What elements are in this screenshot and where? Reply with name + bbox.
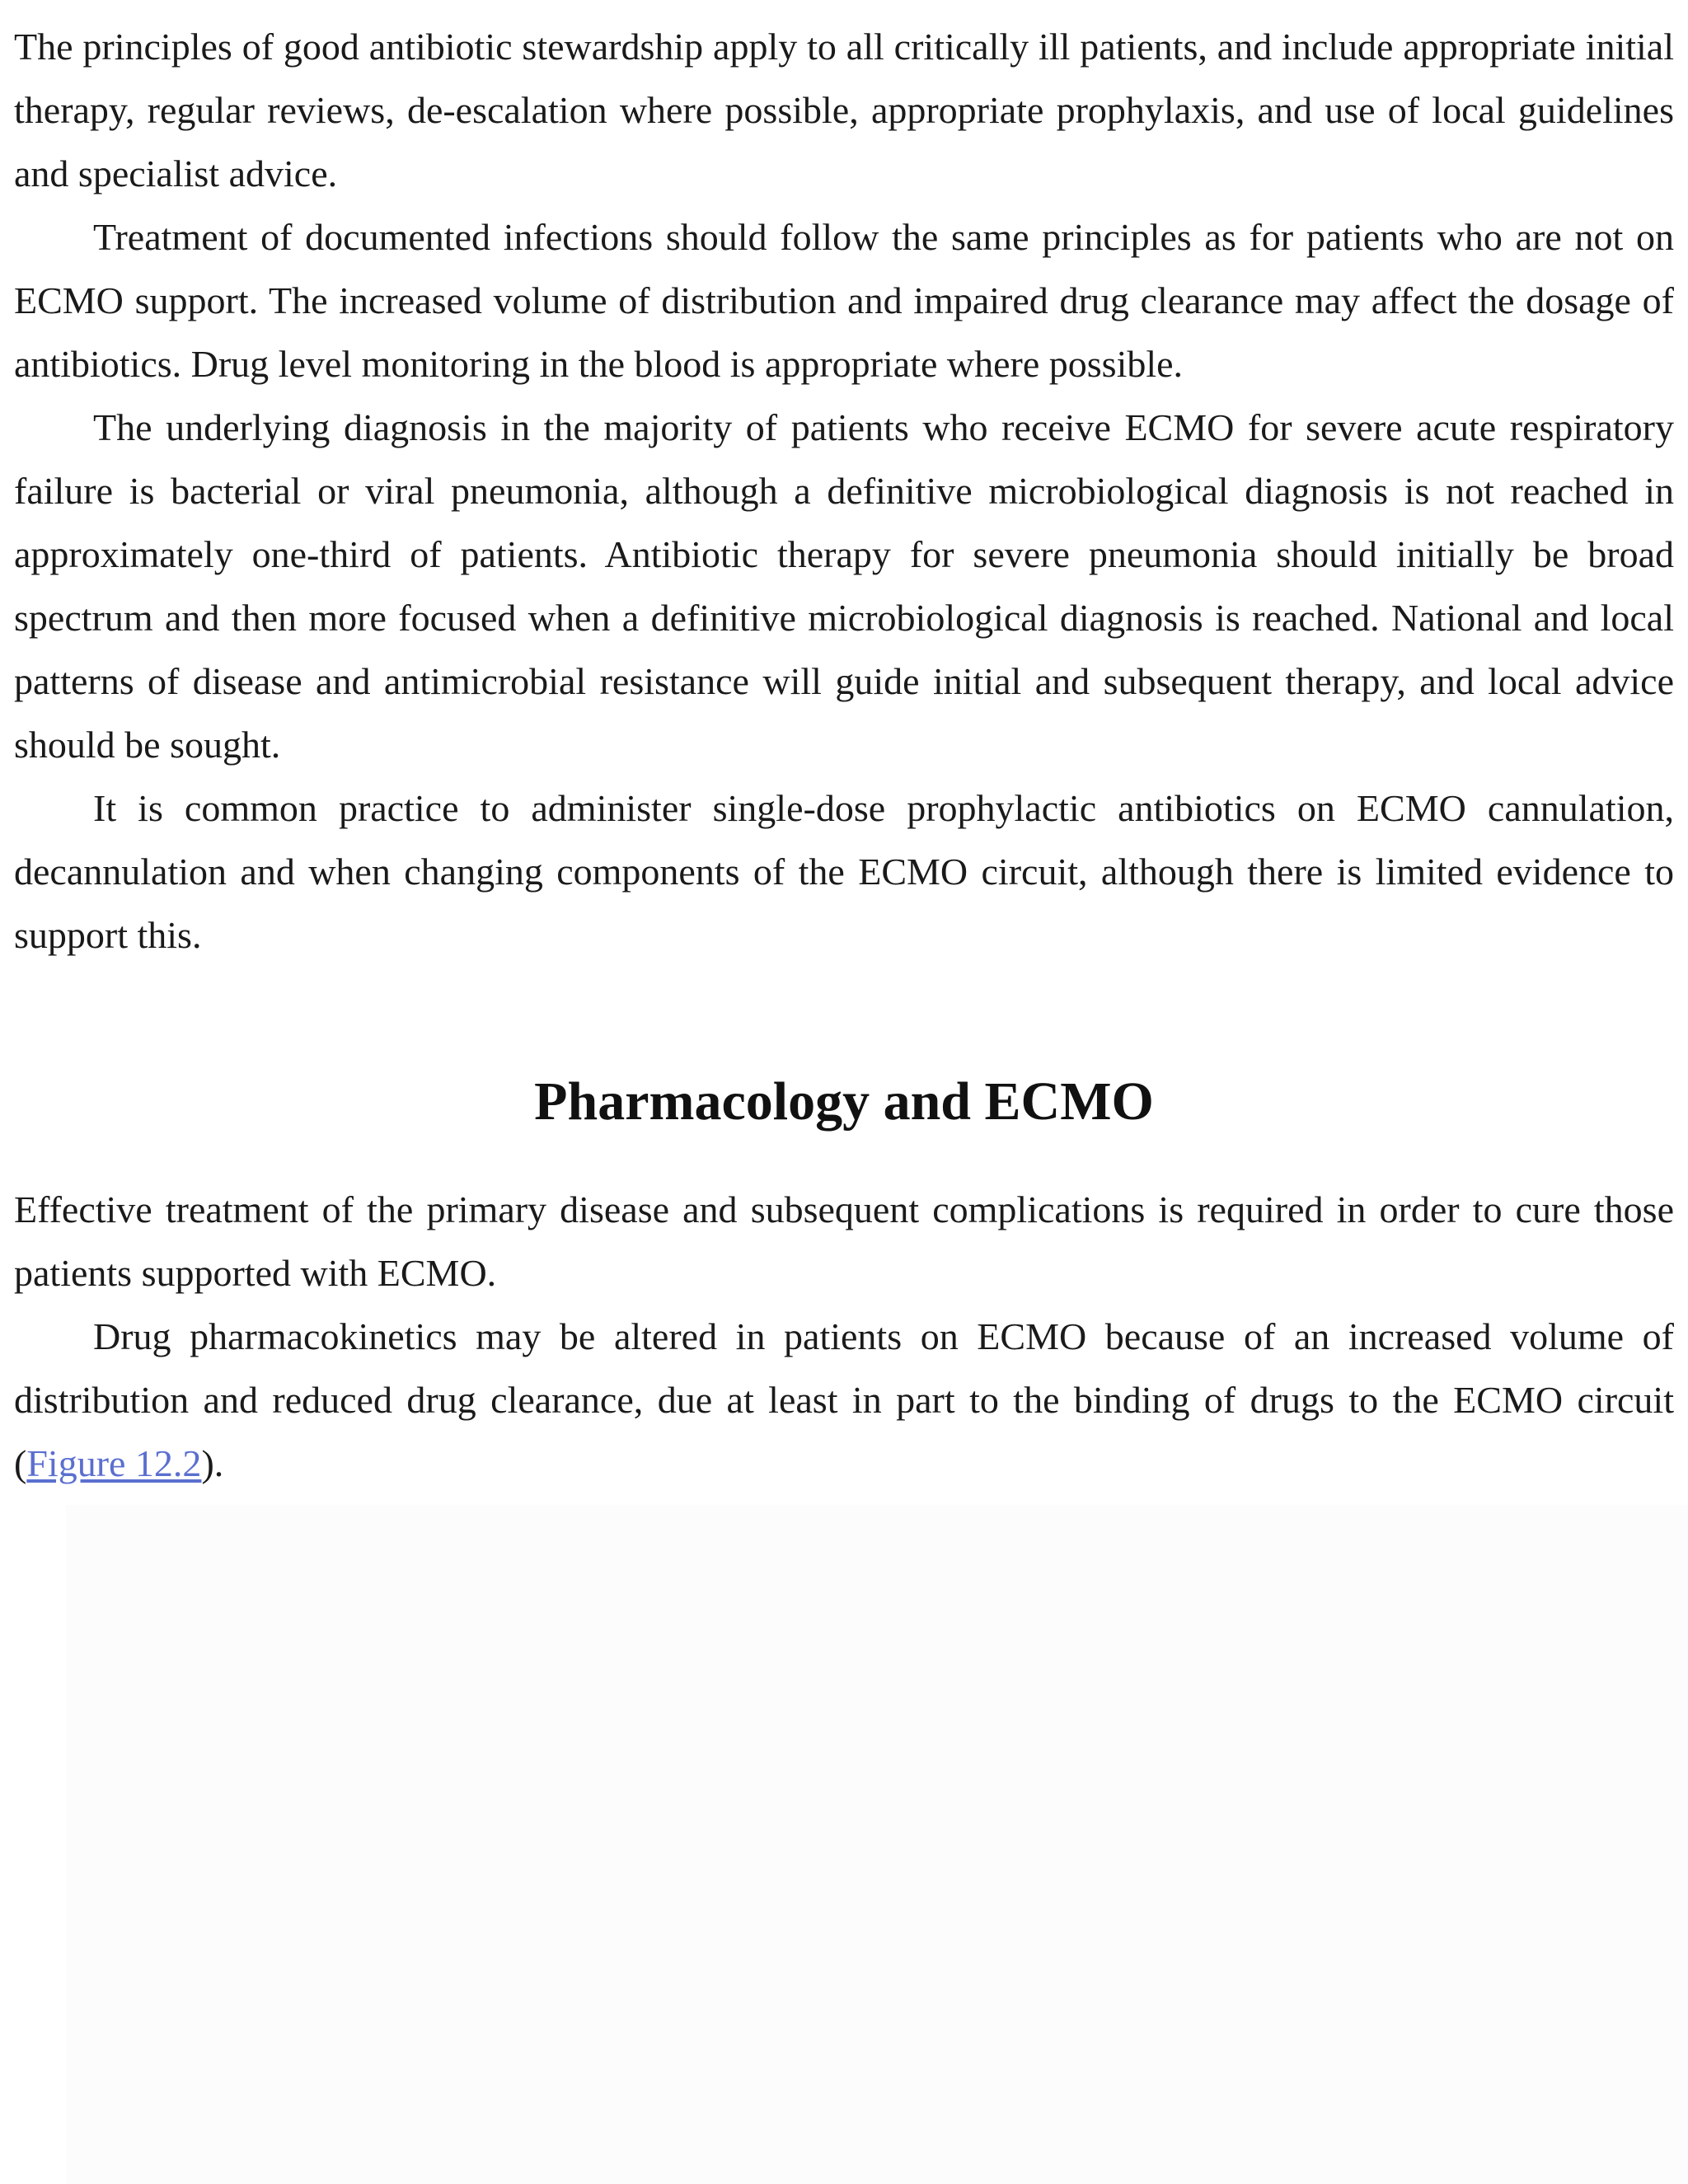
figure-12-2-link[interactable]: Figure 12.2 xyxy=(26,1442,202,1484)
paragraph-documented-infections: Treatment of documented infections should follow the same principles as for patients who are not on ECMO support. The increased volume of distribution and impaired drug clearance may affect the dosage of antibiotics. Drug level monitoring in the blood is appropriate where possible. xyxy=(14,216,1674,385)
document-page xyxy=(14,15,1674,1495)
pharmacokinetics-text: Drug pharmacokinetics may be altered in patients on ECMO because of an increased volume of distribution and reduced drug clearance, due at least in part to the binding of drugs to the ECMO circuit ( xyxy=(14,1315,1674,1484)
paragraph-underlying-diagnosis: The underlying diagnosis in the majority of patients who receive ECMO for severe acute respiratory failure is bacterial or viral pneumonia, although a definitive microbiological diagnosis is not reached in approximately one-third of patients. Antibiotic therapy for severe pneumonia should initially be broad spectrum and then more focused when a definitive microbiological diagnosis is reached. National and local patterns of disease and antimicrobial resistance will guide initial and subsequent therapy, and local advice should be sought. xyxy=(14,406,1674,766)
paragraph-effective-treatment: Effective treatment of the primary disease and subsequent complications is required in order to cure those patients supported with ECMO. xyxy=(14,1188,1674,1294)
paragraph-pharmacokinetics xyxy=(14,1305,1674,1495)
figure-placeholder-area xyxy=(66,1505,1688,2184)
section-heading-pharmacology: Pharmacology and ECMO xyxy=(534,1071,1154,1132)
pharmacokinetics-text-end: ). xyxy=(201,1442,224,1484)
paragraph-prophylactic-antibiotics: It is common practice to administer single-dose prophylactic antibiotics on ECMO cannulation, decannulation and when changing components of the ECMO circuit, although there is limited evidence to support this. xyxy=(14,787,1674,956)
paragraph-stewardship: The principles of good antibiotic stewardship apply to all critically ill patients, and include appropriate initial therapy, regular reviews, de-escalation where possible, appropriate prophylaxis, and use of local guidelines and specialist advice. xyxy=(14,26,1674,194)
